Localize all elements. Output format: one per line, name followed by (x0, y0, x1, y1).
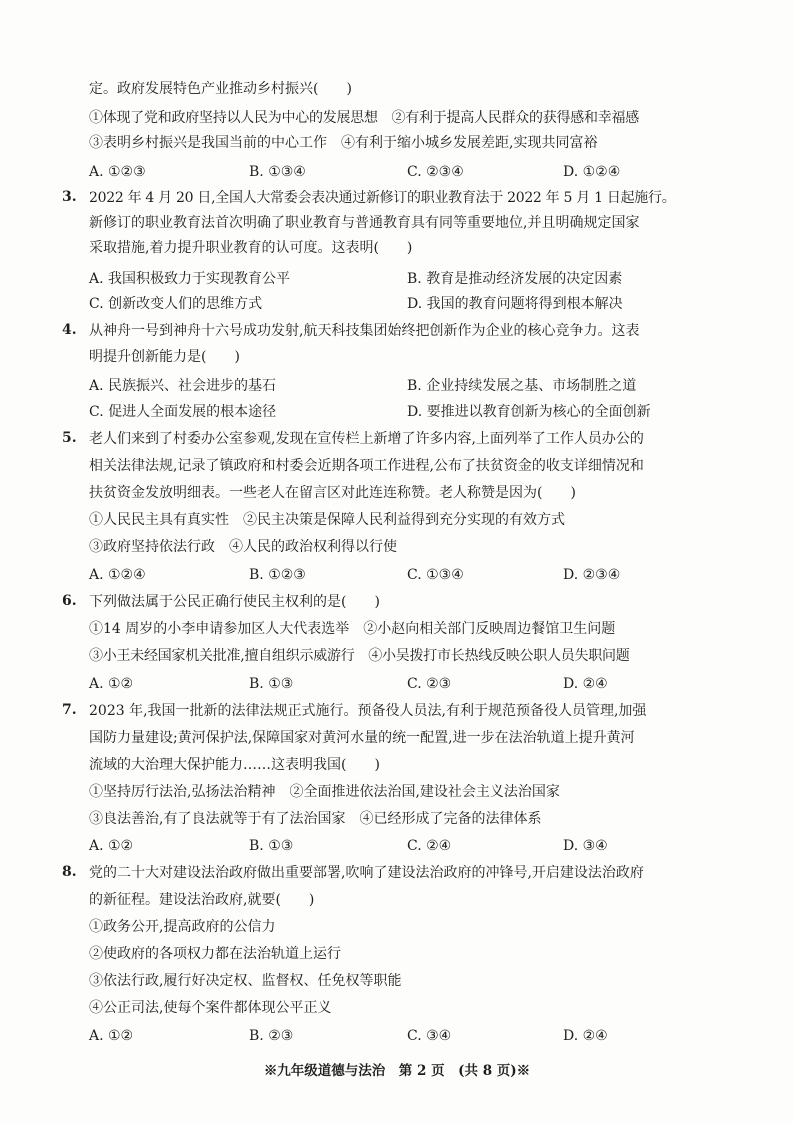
q7-line-2: 国防力量建设;黄河保护法,保障国家对黄河水量的统一配置,进一步在法治轨道上提升黄河 (89, 730, 635, 746)
q6-number: 6. (62, 593, 77, 609)
q3-option-a: A. 我国积极致力于实现教育公平 (89, 271, 291, 287)
q3-line-3: 采取措施,着力提升职业教育的认可度。这表明( ) (89, 240, 413, 256)
q2-stem: 定。政府发展特色产业推动乡村振兴( ) (89, 81, 352, 97)
q8-line-2: 的新征程。建设法治政府,就要( ) (89, 892, 315, 908)
q5-option-b: B. ①②③ (249, 567, 306, 583)
q8-statement-1: ①政务公开,提高政府的公信力 (89, 919, 276, 935)
q4-option-d: D. 要推进以教育创新为核心的全面创新 (407, 404, 651, 420)
q6-line-1: 下列做法属于公民正确行使民主权利的是( ) (89, 594, 380, 610)
q7-line-3: 流域的大治理大保护能力……这表明我国( ) (89, 757, 380, 773)
q4-line-1: 从神舟一号到神舟十六号成功发射,航天科技集团始终把创新作为企业的核心竞争力。这表 (89, 323, 640, 339)
q4-option-c: C. 促进人全面发展的根本途径 (89, 404, 277, 420)
q3-option-c: C. 创新改变人们的思维方式 (89, 296, 263, 312)
q5-statement-2: ③政府坚持依法行政 ④人民的政治权利得以行使 (89, 539, 397, 555)
q8-statement-2: ②使政府的各项权力都在法治轨道上运行 (89, 946, 341, 962)
q7-option-a: A. ①② (89, 838, 134, 854)
q8-option-b: B. ②③ (249, 1028, 294, 1044)
q8-option-d: D. ②④ (563, 1028, 608, 1044)
q8-option-c: C. ③④ (407, 1028, 452, 1044)
q3-line-2: 新修订的职业教育法首次明确了职业教育与普通教育具有同等重要地位,并且明确规定国家 (89, 215, 640, 231)
q4-line-2: 明提升创新能力是( ) (89, 349, 240, 365)
q8-statement-4: ④公正司法,使每个案件都体现公平正义 (89, 1000, 332, 1016)
q2-option-a: A. ①②③ (89, 164, 146, 180)
q8-number: 8. (62, 864, 77, 880)
q5-line-3: 扶贫资金发放明细表。一些老人在留言区对此连连称赞。老人称赞是因为( ) (89, 485, 576, 501)
q2-option-c: C. ②③④ (407, 164, 464, 180)
q5-option-d: D. ②③④ (563, 567, 621, 583)
q2-statement-1: ①体现了党和政府坚持以人民为中心的发展思想 ②有利于提高人民群众的获得感和幸福感 (89, 110, 639, 126)
q6-statement-1: ①14 周岁的小李申请参加区人大代表选举 ②小赵向相关部门反映周边餐馆卫生问题 (89, 621, 616, 637)
q6-option-a: A. ①② (89, 676, 134, 692)
q6-option-b: B. ①③ (249, 676, 294, 692)
q3-number: 3. (62, 189, 77, 205)
q2-option-d: D. ①②④ (563, 164, 621, 180)
q7-number: 7. (62, 702, 77, 718)
q4-option-b: B. 企业持续发展之基、市场制胜之道 (407, 378, 637, 394)
q3-line-1: 2022 年 4 月 20 日,全国人大常委会表决通过新修订的职业教育法于 2022 年 5 月 1 日起施行。 (89, 190, 676, 206)
q6-option-c: C. ②③ (407, 676, 452, 692)
q4-option-a: A. 民族振兴、社会进步的基石 (89, 378, 277, 394)
q5-option-c: C. ①③④ (407, 567, 464, 583)
q5-line-2: 相关法律法规,记录了镇政府和村委会近期各项工作进程,公布了扶贫资金的收支详细情况和 (89, 458, 644, 474)
page-footer: ※九年级道德与法治 第 2 页 (共 8 页)※ (263, 1063, 531, 1079)
q6-option-d: D. ②④ (563, 676, 608, 692)
q8-statement-3: ③依法行政,履行好决定权、监督权、任免权等职能 (89, 973, 402, 989)
q2-option-b: B. ①③④ (249, 164, 306, 180)
q8-line-1: 党的二十大对建设法治政府做出重要部署,吹响了建设法治政府的冲锋号,开启建设法治政府 (89, 865, 644, 881)
q5-statement-1: ①人民民主具有真实性 ②民主决策是保障人民利益得到充分实现的有效方式 (89, 512, 565, 528)
q7-statement-1: ①坚持厉行法治,弘扬法治精神 ②全面推进依法治国,建设社会主义法治国家 (89, 784, 560, 800)
q3-option-b: B. 教育是推动经济发展的决定因素 (407, 271, 623, 287)
q5-option-a: A. ①②④ (89, 567, 146, 583)
q5-number: 5. (62, 430, 77, 446)
q2-statement-2: ③表明乡村振兴是我国当前的中心工作 ④有利于缩小城乡发展差距,实现共同富裕 (89, 135, 598, 151)
q7-option-c: C. ②④ (407, 838, 452, 854)
q7-statement-2: ③良法善治,有了良法就等于有了法治国家 ④已经形成了完备的法律体系 (89, 811, 542, 827)
q7-option-d: D. ③④ (563, 838, 608, 854)
q8-option-a: A. ①② (89, 1028, 134, 1044)
q6-statement-2: ③小王未经国家机关批准,擅自组织示威游行 ④小吴拨打市长热线反映公职人员失职问题 (89, 648, 630, 664)
q7-option-b: B. ①③ (249, 838, 294, 854)
q7-line-1: 2023 年,我国一批新的法律法规正式施行。预备役人员法,有利于规范预备役人员管理,加强 (89, 703, 647, 719)
q3-option-d: D. 我国的教育问题将得到根本解决 (407, 296, 623, 312)
q4-number: 4. (62, 322, 77, 338)
q5-line-1: 老人们来到了村委办公室参观,发现在宣传栏上新增了许多内容,上面列举了工作人员办公的 (89, 431, 644, 447)
